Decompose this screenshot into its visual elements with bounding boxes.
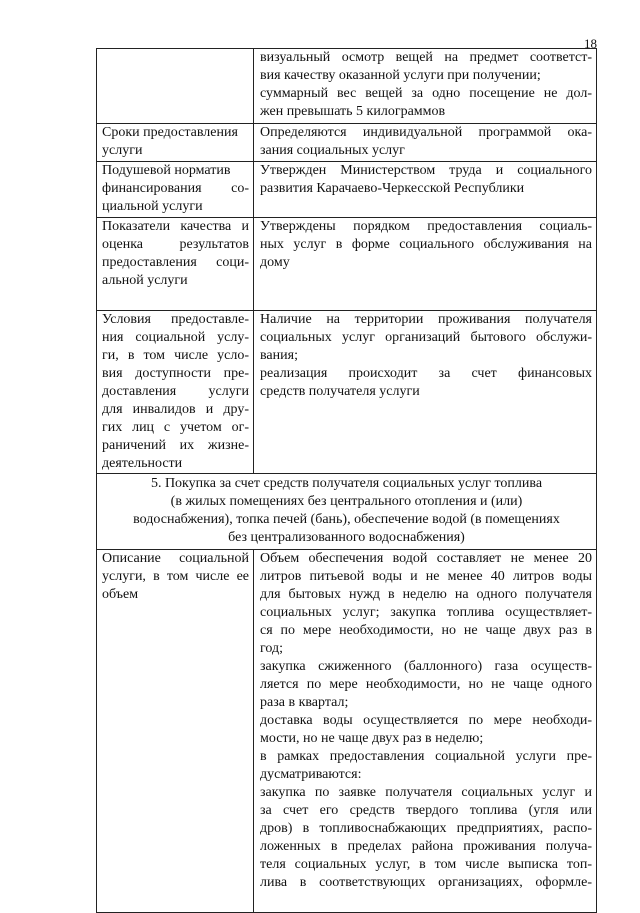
row-text bbox=[254, 162, 597, 218]
text-line: визуальный осмотр вещей на предмет соответст- bbox=[260, 50, 592, 65]
table-row bbox=[97, 218, 597, 311]
text-line: мости, но не чаще двух раз в неделю; bbox=[260, 731, 484, 746]
label-line: ги, в том числе усло- bbox=[102, 348, 249, 363]
row-text bbox=[254, 218, 597, 311]
text-line: раза в квартал; bbox=[260, 695, 349, 710]
label-line: альной услуги bbox=[102, 273, 188, 288]
text-line: социальных услуг; закупка топлива осуществляет- bbox=[260, 605, 592, 620]
text-line: Определяются индивидуальной программой ока- bbox=[260, 125, 592, 140]
services-table bbox=[96, 48, 597, 913]
text-line: за счет его средств твердого топлива (угля или bbox=[260, 803, 592, 818]
text-line: Объем обеспечения водой составляет не менее 20 bbox=[260, 551, 592, 566]
label-line: ния социальной услу- bbox=[102, 330, 249, 345]
text-line: вания; bbox=[260, 348, 298, 363]
text-line: лива в соответствующих организациях, оформле- bbox=[260, 875, 592, 890]
text-line: жен превышать 5 килограммов bbox=[260, 104, 446, 119]
section-line: без централизованного водоснабжения) bbox=[228, 530, 465, 545]
section-header bbox=[97, 474, 597, 550]
text-line: зания социальных услуг bbox=[260, 143, 405, 158]
label-line: деятельности bbox=[102, 456, 183, 471]
text-line: ся по мере необходимости, но не чаще двух раз в bbox=[260, 623, 592, 638]
row-text bbox=[254, 49, 597, 124]
text-line: ляется по мере необходимости, но не чаще одного bbox=[260, 677, 592, 692]
section-line: водоснабжения), топка печей (бань), обеспечение водой (в помещениях bbox=[133, 512, 560, 527]
label-line: услуги bbox=[102, 143, 143, 158]
row-label bbox=[97, 162, 254, 218]
text-line: год; bbox=[260, 641, 284, 656]
section-line: (в жилых помещениях без центрального отопления и (или) bbox=[170, 494, 523, 509]
text-line: дому bbox=[260, 255, 290, 270]
text-line: закупка сжиженного (баллонного) газа осуществ- bbox=[260, 659, 592, 674]
row-text bbox=[254, 550, 597, 913]
text-line: дров) в топливоснабжающих предприятиях, распо- bbox=[260, 821, 592, 836]
text-line: доставка воды осуществляется по мере необходи- bbox=[260, 713, 592, 728]
text-line: для бытовых нужд в неделю на одного получателя bbox=[260, 587, 592, 602]
text-line: суммарный вес вещей за одно посещение не дол- bbox=[260, 86, 592, 101]
label-line: раничений их жизне- bbox=[102, 438, 249, 453]
label-line: оценка результатов bbox=[102, 237, 249, 252]
table-row bbox=[97, 162, 597, 218]
table-row bbox=[97, 49, 597, 124]
text-line: закупка по заявке получателя социальных услуг и bbox=[260, 785, 592, 800]
label-line: финансирования со- bbox=[102, 181, 249, 196]
text-line: социальных услуг организаций бытового обслужи- bbox=[260, 330, 592, 345]
text-line: вия качеству оказанной услуги при получении; bbox=[260, 68, 541, 83]
text-line: дусматриваются: bbox=[260, 767, 362, 782]
label-line: Сроки предоставления bbox=[102, 125, 238, 140]
row-label bbox=[97, 124, 254, 162]
text-line: литров питьевой воды и не менее 40 литров воды bbox=[260, 569, 592, 584]
row-text bbox=[254, 124, 597, 162]
text-line: ложенных в пределах района проживания получа- bbox=[260, 839, 592, 854]
table-row bbox=[97, 311, 597, 474]
label-line: предоставления соци- bbox=[102, 255, 249, 270]
label-line: гих лиц с учетом ог- bbox=[102, 420, 249, 435]
text-line: в рамках предоставления социальной услуги пре- bbox=[260, 749, 592, 764]
text-line: средств получателя услуги bbox=[260, 384, 420, 399]
text-line: ных услуг в форме социального обслуживания на bbox=[260, 237, 592, 252]
row-label bbox=[97, 49, 254, 124]
text-line: Наличие на территории проживания получателя bbox=[260, 312, 592, 327]
text-line: теля социальных услуг, в том числе выписка топ- bbox=[260, 857, 592, 872]
text-line: Утвержден Министерством труда и социального bbox=[260, 163, 592, 178]
label-line: услуги, в том числе ее bbox=[102, 569, 249, 584]
label-line: циальной услуги bbox=[102, 199, 203, 214]
row-text bbox=[254, 311, 597, 474]
label-line: Показатели качества и bbox=[102, 219, 249, 234]
label-line: для инвалидов и дру- bbox=[102, 402, 249, 417]
row-label bbox=[97, 218, 254, 311]
label-line: объем bbox=[102, 587, 139, 602]
text-line: Утверждены порядком предоставления социаль- bbox=[260, 219, 592, 234]
label-line: доставления услуги bbox=[102, 384, 249, 399]
section-header-row bbox=[97, 474, 597, 550]
page-number: 18 bbox=[584, 36, 597, 51]
row-label bbox=[97, 550, 254, 913]
label-line: вия доступности пре- bbox=[102, 366, 249, 381]
table-row bbox=[97, 124, 597, 162]
table-row bbox=[97, 550, 597, 913]
section-line: 5. Покупка за счет средств получателя социальных услуг топлива bbox=[150, 476, 543, 491]
row-label bbox=[97, 311, 254, 474]
text-line: реализация происходит за счет финансовых bbox=[260, 366, 592, 381]
label-line: Подушевой норматив bbox=[102, 163, 231, 178]
text-line: развития Карачаево-Черкесской Республики bbox=[260, 181, 525, 196]
label-line: Условия предоставле- bbox=[102, 312, 249, 327]
label-line: Описание социальной bbox=[102, 551, 249, 566]
